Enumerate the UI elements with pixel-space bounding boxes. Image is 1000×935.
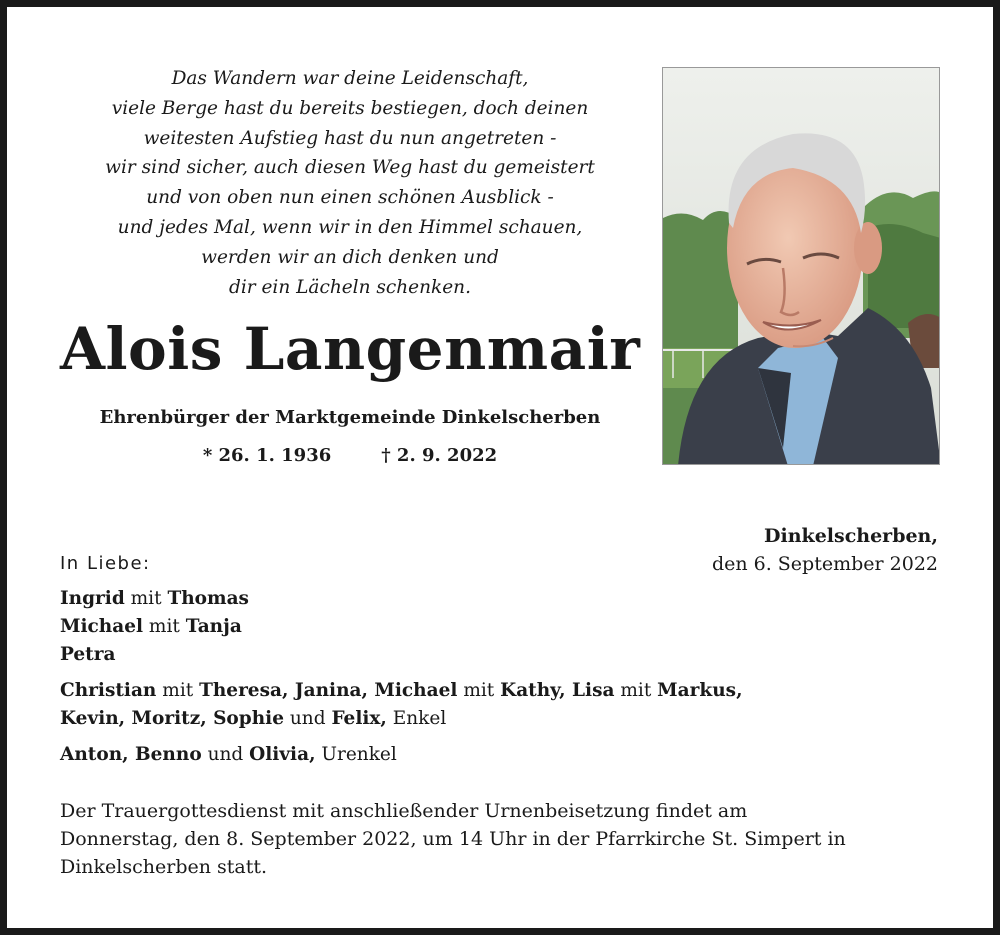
relation-label: Enkel bbox=[392, 708, 447, 729]
poem-line: Das Wandern war deine Leidenschaft, bbox=[171, 68, 529, 89]
connector: mit bbox=[620, 680, 652, 701]
great-grandchild-name: Anton, Benno bbox=[60, 744, 202, 765]
grandchild-name: Theresa, Janina, Michael bbox=[199, 680, 458, 701]
grandchildren-line bbox=[60, 705, 940, 733]
deceased-name: Alois Langenmair bbox=[60, 315, 641, 383]
poem-line: und jedes Mal, wenn wir in den Himmel schauen, bbox=[117, 216, 583, 238]
poem-line: dir ein Lächeln schenken. bbox=[229, 276, 471, 298]
child-name: Michael bbox=[60, 616, 144, 637]
partner-name: Thomas bbox=[167, 588, 249, 609]
grandchild-name: Kathy, Lisa bbox=[500, 680, 615, 701]
service-line: Der Trauergottesdienst mit anschließender Urnenbeisetzung findet am bbox=[60, 800, 748, 822]
family-line bbox=[60, 613, 940, 641]
connector: mit bbox=[162, 680, 194, 701]
life-dates bbox=[60, 442, 640, 470]
connector: und bbox=[207, 744, 244, 765]
service-line: Dinkelscherben statt. bbox=[60, 856, 268, 878]
service-announcement bbox=[60, 797, 940, 881]
connector: mit bbox=[463, 680, 495, 701]
grandchild-name: Markus, bbox=[657, 680, 743, 701]
poem-line: viele Berge hast du bereits bestiegen, doch deinen bbox=[111, 97, 589, 119]
connector: mit bbox=[130, 588, 162, 609]
partner-name: Tanja bbox=[185, 616, 242, 637]
place-city: Dinkelscherben, bbox=[764, 525, 938, 547]
great-grandchild-name: Olivia, bbox=[249, 744, 316, 765]
family-line bbox=[60, 641, 940, 669]
child-name: Petra bbox=[60, 644, 116, 665]
service-line: Donnerstag, den 8. September 2022, um 14 Uhr in der Pfarrkirche St. Simpert in bbox=[60, 828, 846, 850]
relation-label: Urenkel bbox=[321, 744, 397, 765]
grandchildren-line bbox=[60, 677, 940, 705]
poem-line: und von oben nun einen schönen Ausblick - bbox=[146, 187, 554, 209]
place-and-date bbox=[712, 522, 938, 578]
connector: mit bbox=[148, 616, 180, 637]
birth-date: * 26. 1. 1936 bbox=[202, 445, 332, 466]
poem-line: werden wir an dich denken und bbox=[201, 246, 499, 268]
in-liebe-label: In Liebe: bbox=[60, 553, 151, 574]
notice-date: den 6. September 2022 bbox=[711, 553, 938, 575]
poem-line: weitesten Aufstieg hast du nun angetreten - bbox=[143, 127, 557, 149]
connector: und bbox=[289, 708, 326, 729]
portrait-photo bbox=[662, 67, 940, 465]
grandchild-name: Kevin, Moritz, Sophie bbox=[60, 708, 284, 729]
mourners-list bbox=[60, 585, 940, 769]
great-grandchildren-line bbox=[60, 741, 940, 769]
portrait-illustration bbox=[663, 68, 940, 465]
death-date: † 2. 9. 2022 bbox=[381, 445, 498, 466]
family-line bbox=[60, 585, 940, 613]
poem-line: wir sind sicher, auch diesen Weg hast du gemeistert bbox=[105, 157, 595, 179]
honorary-title: Ehrenbürger der Marktgemeinde Dinkelscherben bbox=[99, 407, 601, 428]
grandchild-name: Felix, bbox=[331, 708, 387, 729]
grandchild-name: Christian bbox=[60, 680, 157, 701]
child-name: Ingrid bbox=[60, 588, 125, 609]
poem bbox=[60, 64, 640, 302]
